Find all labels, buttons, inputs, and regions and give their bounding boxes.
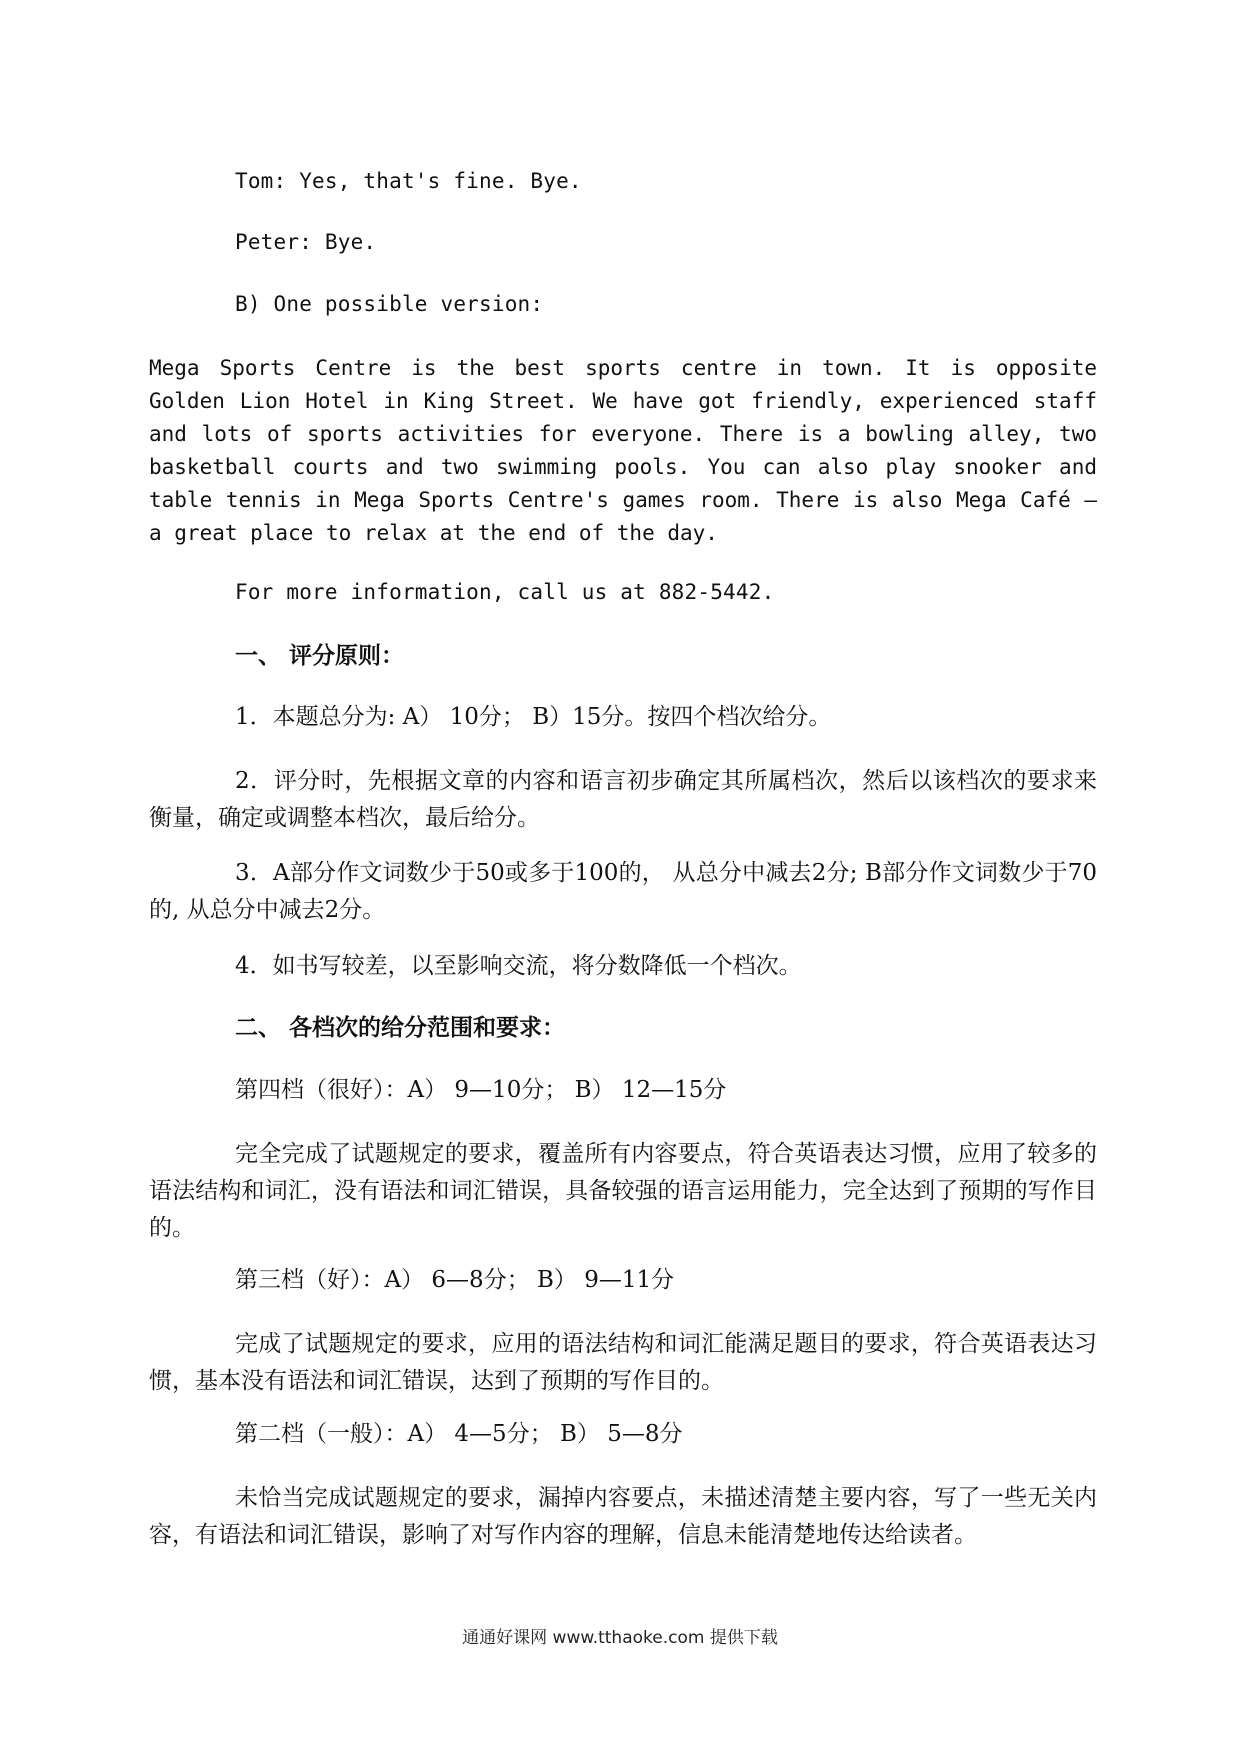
rule-item-4: 4．如书写较差，以至影响交流，将分数降低一个档次。	[235, 953, 802, 979]
level-2-description: 未恰当完成试题规定的要求，漏掉内容要点，未描述清楚主要内容，写了一些无关内容，有语法和词汇错误，影响了对写作内容的理解，信息未能清楚地传达给读者。	[149, 1485, 1097, 1548]
level-2-title: 第二档（一般）：A） 4—5分； B） 5—8分	[235, 1421, 683, 1447]
level-4-title: 第四档（很好）：A） 9—10分； B） 12—15分	[235, 1077, 727, 1103]
level-3-title: 第三档（好）：A） 6—8分； B） 9—11分	[235, 1267, 675, 1293]
section2-heading: 二、 各档次的给分范围和要求：	[235, 1014, 566, 1041]
section1-heading: 一、 评分原则：	[235, 642, 405, 669]
level-3-description: 完成了试题规定的要求，应用的语法结构和词汇能满足题目的要求，符合英语表达习惯，基本没有语法和词汇错误，达到了预期的写作目的。	[149, 1331, 1097, 1394]
rule-item-1: 1．本题总分为: A） 10分； B）15分。按四个档次给分。	[235, 704, 832, 730]
rule-item-3: 3．A部分作文词数少于50或多于100的， 从总分中减去2分; B部分作文词数少于70的, 从总分中减去2分。	[149, 860, 1097, 923]
version-b-paragraph: Mega Sports Centre is the best sports centre in town. It is opposite Golden Lion Hotel in King Street. We have got friendly, experienced staff and lots of sports activities for everyone. There is a bowling alley, two basketball courts and two swimming pools. You can also play snooker and table tennis in Mega Sports Centre's games room. There is also Mega Café — a great place to relax at the end of the day.	[149, 356, 1097, 545]
level-4-description: 完全完成了试题规定的要求，覆盖所有内容要点，符合英语表达习惯，应用了较多的语法结构和词汇，没有语法和词汇错误，具备较强的语言运用能力，完全达到了预期的写作目的。	[149, 1141, 1097, 1241]
contact-line: For more information, call us at 882-5442.	[235, 580, 775, 604]
dialogue-peter-line: Peter: Bye.	[235, 230, 377, 254]
dialogue-tom-line: Tom: Yes, that's fine. Bye.	[235, 169, 582, 193]
version-b-heading: B) One possible version:	[235, 292, 544, 316]
footer-text: 通通好课网 www.tthaoke.com 提供下载	[462, 1628, 778, 1648]
rule-item-2: 2．评分时，先根据文章的内容和语言初步确定其所属档次，然后以该档次的要求来衡量，确定或调整本档次，最后给分。	[149, 768, 1097, 831]
